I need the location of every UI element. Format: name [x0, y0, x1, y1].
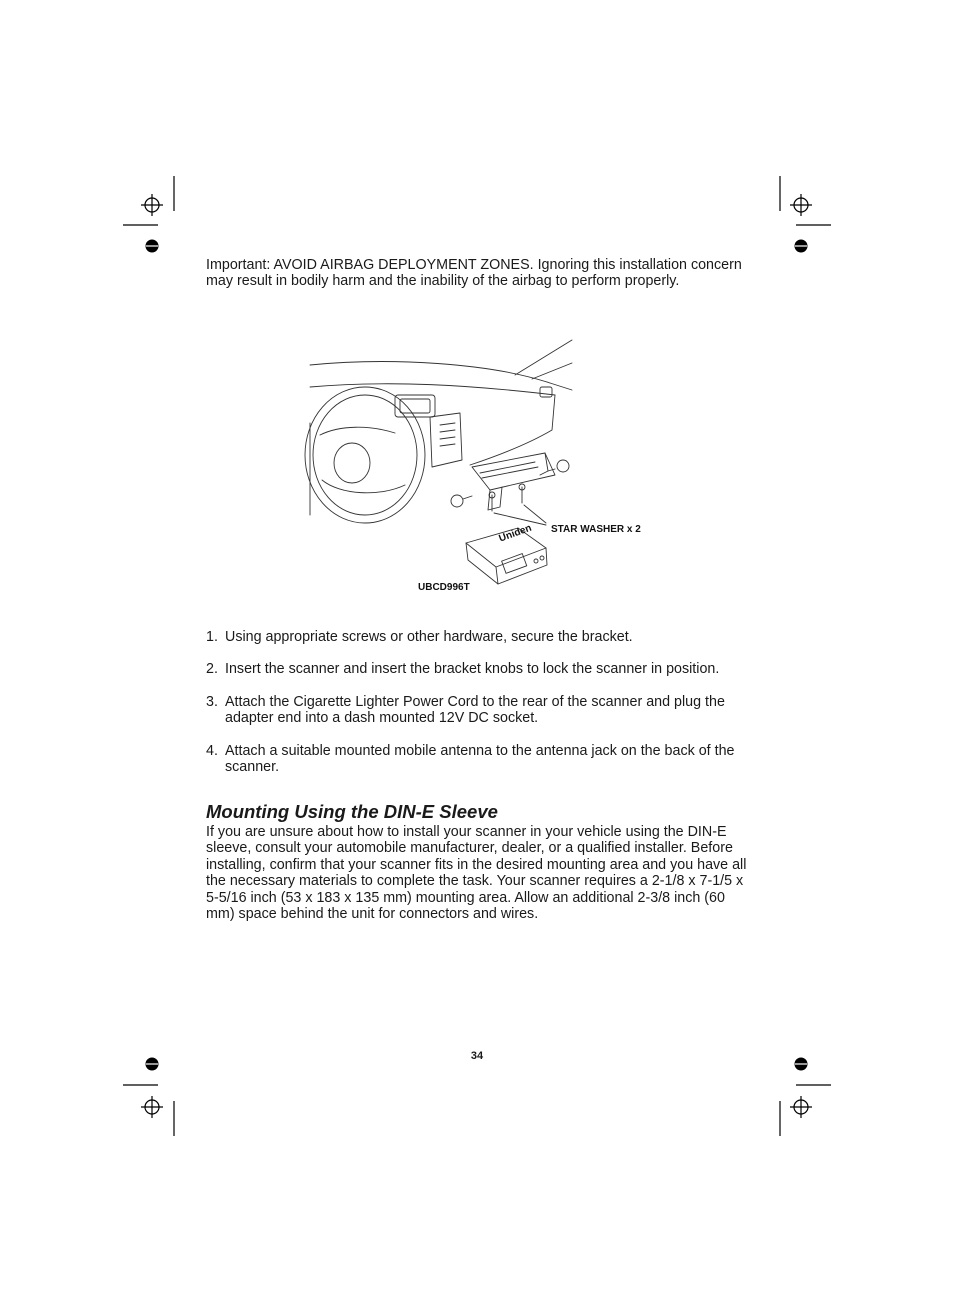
model-label: UBCD996T [418, 582, 470, 593]
step-text: Attach the Cigarette Lighter Power Cord to the rear of the scanner and plug the adapter end into a dash mounted 12V DC socket. [225, 693, 725, 727]
list-item [206, 694, 756, 727]
step-text: Attach a suitable mounted mobile antenna to the antenna jack on the back of the scanner. [225, 742, 735, 776]
brand-logo-text: Uniden [497, 522, 534, 545]
airbag-warning: Important: AVOID AIRBAG DEPLOYMENT ZONES. Ignoring this installation concern may result in bodily harm and the inability of the airbag to perform properly. [206, 257, 742, 290]
installation-steps [206, 629, 756, 791]
list-item [206, 743, 756, 776]
list-item [206, 629, 756, 645]
section-heading: Mounting Using the DIN-E Sleeve [206, 801, 498, 822]
step-number: 4. [206, 742, 218, 759]
steering-wheel [305, 387, 425, 523]
list-item [206, 661, 756, 677]
dashboard-outline [310, 362, 550, 383]
bracket-knob-right [557, 460, 569, 472]
section-body: If you are unsure about how to install your scanner in your vehicle using the DIN-E sleeve, consult your automobile manufacturer, dealer, or a qualified installer. Before installing, confirm that your scanner fits in the desired mounting area and you have all the necessary materials to complete the task. Your scanner requires a 2-1/8 x 7-1/5 x 5-5/16 inch (53 x 183 x 135 mm) mounting area. Allow an additional 2-3/8 inch (60 mm) space behind the unit for connectors and wires. [206, 824, 747, 923]
step-text: Insert the scanner and insert the bracket knobs to lock the scanner in position. [225, 661, 720, 678]
step-number: 2. [206, 661, 218, 678]
bracket-knob-left [451, 495, 463, 507]
step-number: 3. [206, 693, 218, 710]
star-washer-label: STAR WASHER x 2 [551, 524, 641, 535]
page-number: 34 [470, 1050, 484, 1062]
installation-illustration [300, 335, 680, 600]
step-text: Using appropriate screws or other hardware, secure the bracket. [225, 629, 633, 645]
step-number: 1. [206, 629, 218, 645]
dash-vent [395, 395, 435, 417]
